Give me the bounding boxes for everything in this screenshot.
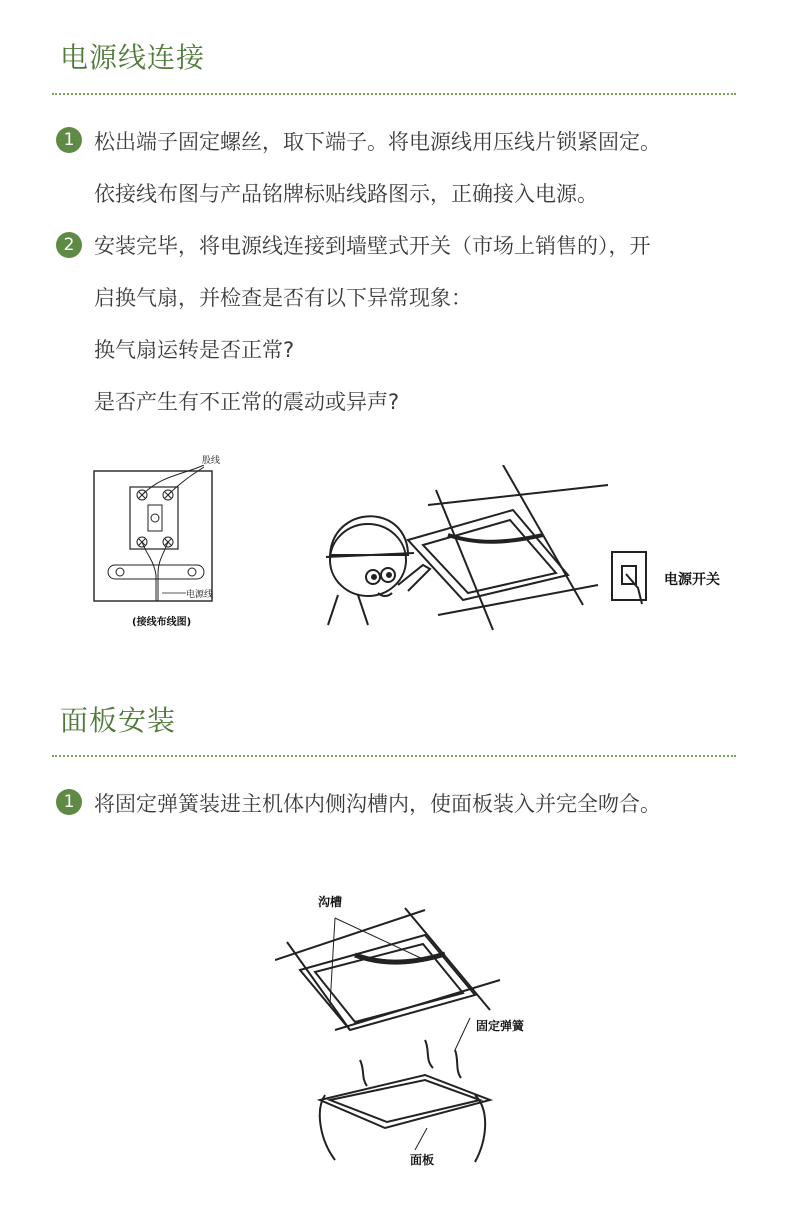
step2-line-3: 换气扇运转是否正常?: [94, 338, 295, 362]
worker-checking-fan-illustration: [318, 465, 618, 635]
power-switch-label: 电源开关: [664, 572, 720, 588]
section-divider: [52, 93, 736, 95]
panel-install-illustration: [275, 900, 515, 1170]
wiring-label-strand: 股线: [202, 456, 221, 466]
section-title-panel-install: 面板安装: [60, 704, 177, 737]
step1-line-1: 松出端子固定螺丝，取下端子。将电源线用压线片锁紧固定。: [94, 130, 661, 154]
wiring-caption: (接线布线图): [132, 617, 192, 628]
panel-label: 面板: [410, 1153, 435, 1167]
step-number-badge: 2: [56, 232, 82, 258]
section-divider: [52, 755, 736, 757]
step2-line-1: 安装完毕，将电源线连接到墙壁式开关（市场上销售的），开: [94, 234, 651, 258]
step2-line-2: 启换气扇，并检查是否有以下异常现象：: [94, 286, 472, 310]
wall-switch-illustration: [608, 548, 654, 606]
step-number-badge: 1: [56, 127, 82, 153]
fixing-spring-label: 固定弹簧: [476, 1019, 525, 1033]
panel-step1-line: 将固定弹簧装进主机体内侧沟槽内，使面板装入并完全吻合。: [94, 792, 661, 816]
wiring-label-power-cord: 电源线: [186, 590, 214, 600]
groove-label: 沟槽: [318, 895, 343, 909]
step2-line-4: 是否产生有不正常的震动或异声?: [94, 390, 400, 414]
step1-line-2: 依接线布图与产品铭牌标贴线路图示，正确接入电源。: [94, 182, 598, 206]
wiring-diagram: [92, 465, 232, 605]
step-number-badge: 1: [56, 789, 82, 815]
section-title-power-wiring: 电源线连接: [60, 41, 206, 74]
